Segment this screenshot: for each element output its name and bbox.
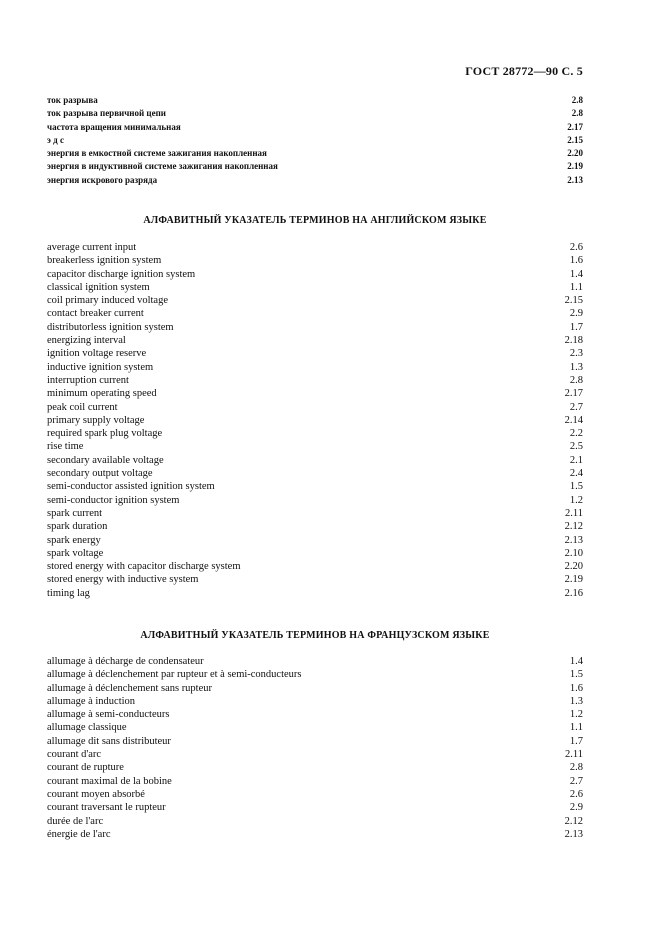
index-reference-number: 1.4: [569, 268, 583, 280]
index-term: courant de rupture: [47, 762, 124, 774]
index-reference-number: 2.6: [569, 788, 583, 800]
index-reference-number: 2.13: [564, 534, 583, 546]
index-reference-number: 2.15: [564, 295, 583, 307]
index-entry: [47, 480, 583, 493]
index-entry: [47, 735, 583, 748]
index-entry: [47, 307, 583, 320]
index-term: spark energy: [47, 534, 101, 546]
index-reference-number: 2.13: [567, 174, 583, 185]
index-entry: [47, 334, 583, 347]
index-entry: [47, 494, 583, 507]
index-term: énergie de l'arc: [47, 828, 111, 840]
index-reference-number: 2.13: [564, 828, 583, 840]
index-term: courant d'arc: [47, 749, 102, 761]
index-term: secondary output voltage: [47, 468, 153, 480]
index-entry: [47, 321, 583, 334]
index-reference-number: 2.12: [564, 521, 583, 533]
index-reference-number: 2.7: [569, 401, 583, 413]
index-entry: [47, 147, 583, 160]
index-term: spark duration: [47, 521, 108, 533]
index-term: allumage à semi-conducteurs: [47, 709, 170, 721]
index-term: energizing interval: [47, 335, 126, 347]
index-entry: [47, 454, 583, 467]
index-reference-number: 2.6: [569, 242, 583, 253]
index-entry: [47, 254, 583, 267]
page-header: ГОСТ 28772—90 С. 5: [465, 64, 583, 78]
index-reference-number: 1.3: [569, 695, 583, 707]
index-reference-number: 2.20: [567, 148, 583, 159]
index-reference-number: 2.8: [569, 762, 583, 774]
index-entry: [47, 547, 583, 560]
index-entry: [47, 174, 583, 187]
index-reference-number: 2.19: [567, 161, 583, 172]
index-reference-number: 1.7: [569, 735, 583, 747]
index-entry: [47, 748, 583, 761]
index-reference-number: 2.3: [569, 348, 583, 360]
index-reference-number: 2.10: [564, 547, 583, 559]
index-term: coil primary induced voltage: [47, 295, 169, 307]
index-entry: [47, 440, 583, 453]
index-entry: [47, 587, 583, 600]
index-reference-number: 2.12: [564, 815, 583, 827]
index-entry: [47, 387, 583, 400]
index-term: capacitor discharge ignition system: [47, 268, 196, 280]
index-term: spark voltage: [47, 547, 104, 559]
index-reference-number: 2.2: [569, 428, 583, 440]
index-entry: [47, 268, 583, 281]
index-term: classical ignition system: [47, 281, 150, 293]
index-term: stored energy with inductive system: [47, 574, 199, 586]
index-reference-number: 1.4: [569, 656, 583, 667]
index-term: contact breaker current: [47, 308, 144, 320]
index-entry: [47, 520, 583, 533]
index-term: allumage classique: [47, 722, 127, 734]
index-entry: [47, 121, 583, 134]
index-reference-number: 1.7: [569, 321, 583, 333]
index-entry: [47, 507, 583, 520]
index-term: ток разрыва первичной цепи: [47, 108, 166, 119]
french-index-heading: АЛФАВИТНЫЙ УКАЗАТЕЛЬ ТЕРМИНОВ НА ФРАНЦУЗСКОМ ЯЗЫКЕ: [140, 630, 490, 641]
index-term: minimum operating speed: [47, 388, 157, 400]
index-reference-number: 2.8: [571, 108, 583, 119]
index-entry: [47, 134, 583, 147]
index-entry: [47, 294, 583, 307]
index-term: secondary available voltage: [47, 454, 164, 466]
english-terms-list: [47, 241, 583, 600]
index-reference-number: 2.8: [571, 95, 583, 105]
russian-terms-list: [47, 94, 583, 187]
index-entry: [47, 668, 583, 681]
french-terms-list: [47, 655, 583, 841]
index-entry: [47, 374, 583, 387]
index-entry: [47, 573, 583, 586]
index-entry: [47, 761, 583, 774]
index-entry: [47, 682, 583, 695]
index-term: энергия в индуктивной системе зажигания накопленная: [47, 161, 278, 172]
index-entry: [47, 281, 583, 294]
index-entry: [47, 828, 583, 841]
index-term: average current input: [47, 242, 137, 253]
index-reference-number: 2.11: [565, 749, 583, 761]
index-term: timing lag: [47, 587, 90, 599]
index-term: allumage à induction: [47, 695, 136, 707]
index-term: энергия искрового разряда: [47, 174, 158, 185]
index-reference-number: 2.17: [564, 388, 583, 400]
index-reference-number: 2.15: [567, 134, 583, 145]
index-reference-number: 2.8: [569, 374, 583, 386]
index-entry: [47, 107, 583, 120]
index-term: courant maximal de la bobine: [47, 775, 172, 787]
index-reference-number: 2.5: [569, 441, 583, 453]
index-entry: [47, 467, 583, 480]
index-entry: [47, 655, 583, 668]
index-reference-number: 2.9: [569, 308, 583, 320]
index-term: э д с: [47, 134, 64, 145]
index-term: ignition voltage reserve: [47, 348, 147, 360]
index-term: peak coil current: [47, 401, 118, 413]
index-term: primary supply voltage: [47, 414, 145, 426]
index-term: allumage à décharge de condensateur: [47, 656, 204, 667]
index-reference-number: 2.1: [569, 454, 583, 466]
index-entry: [47, 94, 583, 107]
index-entry: [47, 427, 583, 440]
index-reference-number: 2.16: [564, 587, 583, 599]
index-reference-number: 1.1: [569, 722, 583, 734]
index-entry: [47, 160, 583, 173]
index-reference-number: 2.11: [565, 507, 583, 519]
index-term: inductive ignition system: [47, 361, 154, 373]
index-term: allumage à déclenchement sans rupteur: [47, 682, 213, 694]
index-term: энергия в емкостной системе зажигания накопленная: [47, 148, 267, 159]
index-entry: [47, 788, 583, 801]
index-term: interruption current: [47, 374, 129, 386]
index-term: rise time: [47, 441, 84, 453]
index-reference-number: 1.1: [569, 281, 583, 293]
index-reference-number: 1.3: [569, 361, 583, 373]
index-term: spark current: [47, 507, 103, 519]
index-entry: [47, 708, 583, 721]
index-term: courant traversant le rupteur: [47, 802, 166, 814]
index-reference-number: 2.9: [569, 802, 583, 814]
index-reference-number: 1.6: [569, 255, 583, 267]
index-reference-number: 2.4: [569, 468, 583, 480]
index-entry: [47, 801, 583, 814]
index-term: allumage dit sans distributeur: [47, 735, 171, 747]
index-term: semi-conductor ignition system: [47, 494, 180, 506]
index-entry: [47, 695, 583, 708]
index-entry: [47, 775, 583, 788]
index-reference-number: 1.2: [569, 709, 583, 721]
index-term: distributorless ignition system: [47, 321, 174, 333]
index-reference-number: 1.5: [569, 669, 583, 681]
index-term: courant moyen absorbé: [47, 788, 145, 800]
index-entry: [47, 414, 583, 427]
index-entry: [47, 347, 583, 360]
index-entry: [47, 721, 583, 734]
index-reference-number: 1.6: [569, 682, 583, 694]
index-reference-number: 1.5: [569, 481, 583, 493]
index-reference-number: 2.20: [564, 561, 583, 573]
index-term: durée de l'arc: [47, 815, 104, 827]
index-term: stored energy with capacitor discharge system: [47, 561, 241, 573]
index-entry: [47, 241, 583, 254]
index-entry: [47, 560, 583, 573]
index-term: semi-conductor assisted ignition system: [47, 481, 215, 493]
index-term: allumage à déclenchement par rupteur et à semi-conducteurs: [47, 669, 302, 681]
index-reference-number: 2.7: [569, 775, 583, 787]
english-index-heading: АЛФАВИТНЫЙ УКАЗАТЕЛЬ ТЕРМИНОВ НА АНГЛИЙСКОМ ЯЗЫКЕ: [143, 215, 487, 226]
index-entry: [47, 534, 583, 547]
index-entry: [47, 401, 583, 414]
index-reference-number: 2.18: [564, 335, 583, 347]
index-reference-number: 2.14: [564, 414, 583, 426]
index-term: breakerless ignition system: [47, 255, 162, 267]
index-reference-number: 2.19: [564, 574, 583, 586]
index-term: required spark plug voltage: [47, 428, 163, 440]
index-entry: [47, 361, 583, 374]
index-reference-number: 1.2: [569, 494, 583, 506]
index-reference-number: 2.17: [567, 121, 583, 132]
index-term: ток разрыва: [47, 95, 98, 105]
index-entry: [47, 815, 583, 828]
index-term: частота вращения минимальная: [47, 121, 181, 132]
